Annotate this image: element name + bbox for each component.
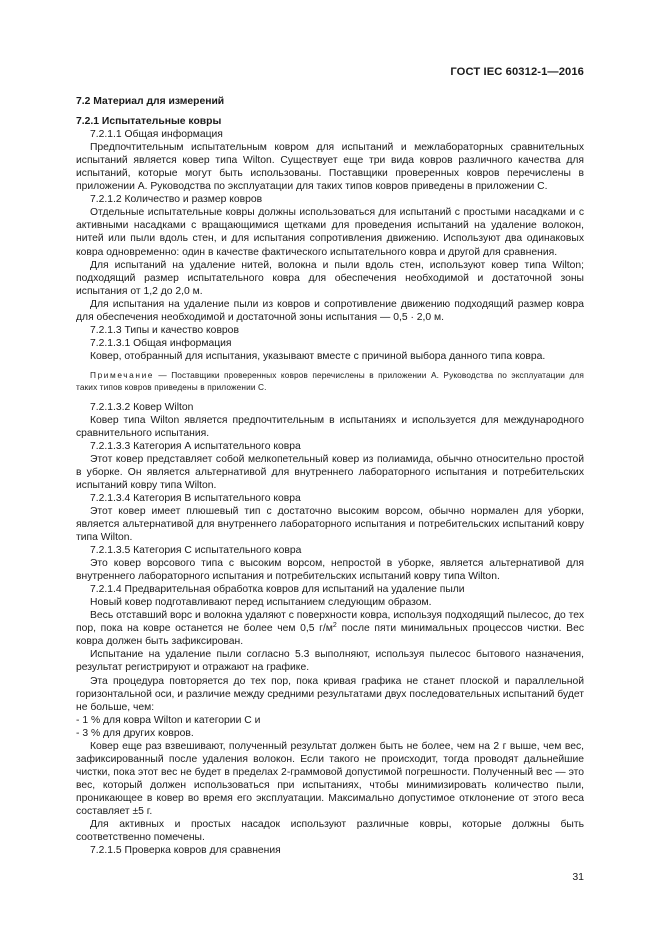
subsection-heading-7-2-1-3-1: 7.2.1.3.1 Общая информация [90, 337, 232, 349]
standard-header: ГОСТ IEC 60312-1—2016 [450, 66, 584, 78]
paragraph: Это ковер ворсового типа с высоким ворсом, непростой в уборке, является альтернативой для внутреннего лабораторного испытания и потребительских испытаний ковру типа Wilton. [76, 558, 584, 583]
list-item: - 3 % для других ковров. [76, 727, 194, 739]
paragraph-part: Весь отставший ворс и волокна удаляют с поверхности ковра, используя подходящий пылесос, до тех пор, пока на ковре останется не более чем 0,5 г/м [76, 610, 584, 635]
paragraph: Предпочтительным испытательным ковром для испытаний и межлабораторных сравнительных испытаний является ковер типа Wilton. Существует еще три вида ковров различного качества для испытаний, которые могут быть использованы. Поставщики проверенных ковров перечислены в приложении А. Руководства по эксплуатации для таких типов ковров приведены в приложении С. [76, 142, 584, 193]
subsection-heading-7-2-1-3-2: 7.2.1.3.2 Ковер Wilton [90, 401, 194, 413]
paragraph-part: после пяти минимальных процессов чистки. Вес ковра должен быть зафиксирован. [76, 623, 584, 648]
subsection-heading-7-2-1-3-3: 7.2.1.3.3 Категория А испытательного ковра [90, 440, 301, 452]
paragraph: Этот ковер представляет собой мелкопетельный ковер из полиамида, обычно относительно простой в уборке. Он является альтернативой для внутреннего лабораторного испытания и потребительских испытаний ковру типа Wilton. [76, 453, 584, 491]
note-label: Примечание [90, 369, 155, 380]
paragraph: Ковер типа Wilton является предпочтительным в испытаниях и используется для международного сравнительного испытания. [76, 414, 584, 439]
paragraph: Для испытания на удаление пыли из ковров и сопротивление движению подходящий размер ковра для обеспечения необходимой и достаточной зоны испытания — 0,5 · 2,0 м. [76, 298, 584, 323]
paragraph: Отдельные испытательные ковры должны использоваться для испытаний с простыми насадками и с активными насадками с вращающимися щетками для проведения испытаний на удаление волокон, нитей или пыли вдоль стен, и для испытания сопротивления движению. Используют два одинаковых ковра одновременно: один в качестве фактического испытательного ковра и другой для сравнения. [76, 207, 584, 258]
superscript: 2 [332, 622, 337, 630]
subsection-heading-7-2-1-3-4: 7.2.1.3.4 Категория В испытательного ковра [90, 492, 301, 504]
paragraph: Для активных и простых насадок используют различные ковры, которые должны быть соответственно помечены. [76, 819, 584, 844]
paragraph: Ковер еще раз взвешивают, полученный результат должен быть не более, чем на 2 г выше, чем вес, зафиксированный после удаления волокон. Если такого не происходит, тогда проводят дальнейшие чистки, пока этот вес не будет в пределах 2-граммовой допустимой погрешности. Полученный вес — это вес, который должен использоваться при испытаниях, чтобы минимизировать количество пыли, проникающее в ковер во время его эксплуатации. Максимально допустимое отклонение от этого веса составляет ±5 г. [76, 740, 584, 817]
subsection-heading-7-2-1-1: 7.2.1.1 Общая информация [90, 129, 223, 141]
paragraph [76, 609, 584, 648]
page-number: 31 [572, 871, 584, 883]
subsection-heading-7-2-1-4: 7.2.1.4 Предварительная обработка ковров для испытаний на удаление пыли [90, 584, 465, 596]
paragraph: Испытание на удаление пыли согласно 5.3 выполняют, используя пылесос бытового назначения, результат регистрируют и отражают на графике. [76, 649, 584, 674]
subsection-heading-7-2-1-2: 7.2.1.2 Количество и размер ковров [90, 194, 263, 206]
paragraph: Эта процедура повторяется до тех пор, пока кривая графика не станет плоской и параллельной горизонтальной оси, и различие между средними результатами двух последовательных испытаний будет не больше, чем: [76, 675, 584, 713]
subsection-heading-7-2-1-3: 7.2.1.3 Типы и качество ковров [90, 324, 239, 336]
paragraph: Для испытаний на удаление нитей, волокна и пыли вдоль стен, используют ковер типа Wilton; подходящий размер испытательного ковра для обеспечения необходимой и достаточной зоны испытания от 1,2 до 2,0 м. [76, 259, 584, 297]
paragraph: Этот ковер имеет плюшевый тип с достаточно высоким ворсом, обычно нормален для уборки, является альтернативой для внутреннего лабораторного испытания и потребительских испытаний ковру типа Wilton. [76, 505, 584, 543]
document-body [76, 95, 584, 857]
section-heading-7-2-1: 7.2.1 Испытательные ковры [76, 116, 222, 128]
subsection-heading-7-2-1-3-5: 7.2.1.3.5 Категория С испытательного ковра [90, 545, 302, 557]
note [76, 369, 584, 394]
paragraph: Ковер, отобранный для испытания, указывают вместе с причиной выбора данного типа ковра. [90, 350, 546, 362]
paragraph: Новый ковер подготавливают перед испытанием следующим образом. [90, 597, 432, 609]
note-text: — Поставщики проверенных ковров перечислены в приложении А. Руководства по эксплуатации для таких типов ковров приведены в приложении С. [76, 369, 584, 393]
section-heading-7-2: 7.2 Материал для измерений [76, 96, 225, 107]
subsection-heading-7-2-1-5: 7.2.1.5 Проверка ковров для сравнения [90, 845, 281, 857]
list-item: - 1 % для ковра Wilton и категории С и [76, 714, 261, 726]
